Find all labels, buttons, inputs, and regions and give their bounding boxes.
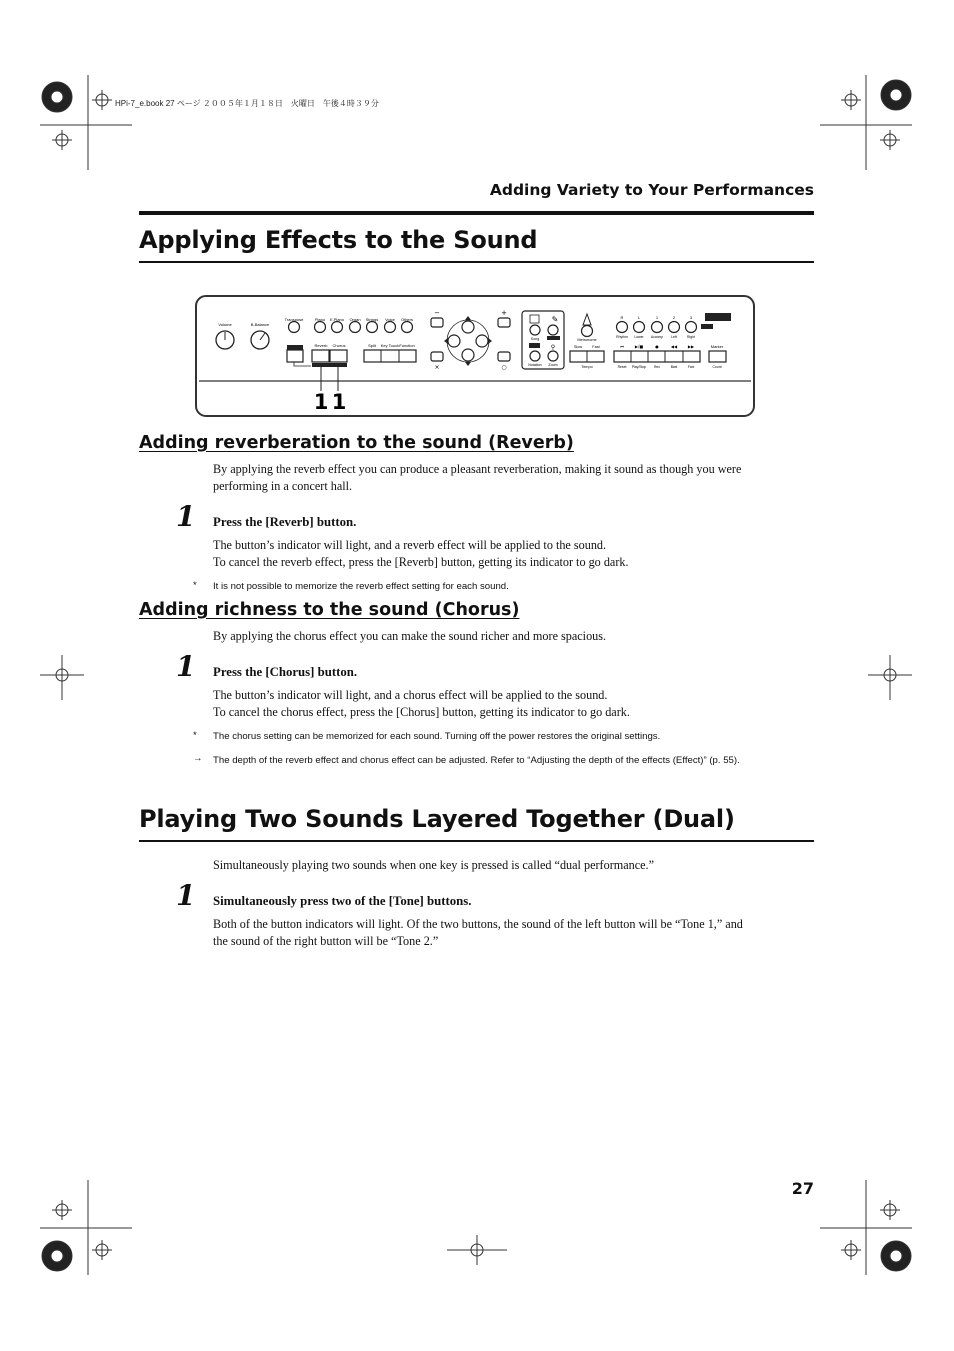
callout-reverb: 1 [313,390,329,414]
part-label-lower: Lower [634,335,644,339]
book-info-line: HPi-7_e.book 27 ページ ２００５年１月１８日 火曜日 午後４時３９分 [115,99,379,108]
reverb-note: It is not possible to memorize the reverb effect setting for each sound. [213,581,509,592]
reverb-step-number: 1 [176,500,196,533]
reverb-step-title: Press the [Reverb] button. [213,515,357,529]
dual-intro: Simultaneously playing two sounds when one key is pressed is called “dual performance.” [213,858,655,872]
part-label-rhythm: Rhythm [616,335,628,339]
function-label: Function [399,343,415,348]
reverb-heading: Adding reverberation to the sound (Reverb) [139,433,574,453]
chorus-button [330,350,347,362]
reverb-note-mark: * [193,580,197,591]
notation-icon [529,343,540,348]
chorus-note-mark: * [193,730,197,741]
marker-button [709,351,726,362]
song-icon [530,315,539,323]
song-label: Song [530,337,540,341]
section-title-effects: Applying Effects to the Sound [139,226,538,254]
track-label-2: 2 [672,315,676,320]
callout-chorus: 1 [331,390,347,414]
chorus-ref: The depth of the reverb effect and chorus effect can be adjusted. Refer to “Adjusting the depth of the effects (Effect)” (p. 55). [213,755,740,766]
dual-step-body: Both of the button indicators will light. Of the two buttons, the sound of the left button will be “Tone 1,” and the sound of the right button will be “Tone 2.” [213,917,743,948]
running-title: Adding Variety to Your Performances [489,181,814,199]
chorus-ref-mark: → [193,753,203,764]
reset-label: Reset [617,365,627,369]
reverb-step-body-1: The button’s indicator will light, and a reverb effect will be applied to the sound. [213,538,607,552]
dual-step-title: Simultaneously press two of the [Tone] buttons. [213,894,472,908]
slow-label: Slow [573,345,583,349]
metronome-label: Metronome [577,338,597,342]
tone-label-voice: Voice [385,317,395,322]
fwd-icon: ▶▶ [687,344,695,349]
bwd-icon: ◀◀ [670,344,678,349]
o-icon: ○ [501,364,507,371]
title-underline [139,261,814,263]
balance-label: B-Balance [250,322,270,327]
tone-button-strings [367,322,378,333]
dual-title-underline [139,840,814,842]
tempo-label: Tempo [581,365,593,369]
tone-button-epiano [332,322,343,333]
zoom-icon: ⚲ [550,344,556,351]
piano-panel-illustration [195,295,755,417]
split-label: Split [368,343,376,348]
zoom-label: Zoom [548,363,558,367]
play-stop-icon: ▶/■ [634,344,644,349]
part-label-right: Right [687,335,695,339]
pen-icon: ✎ [551,315,559,324]
reverb-label: Reverb [314,343,328,348]
brand-logo [705,313,731,321]
tone-button-piano [315,322,326,333]
tone-label-piano: Piano [314,317,326,322]
track-label-1: 1 [655,315,659,320]
count-label: Count [712,365,722,369]
tone-button-voice [385,322,396,333]
tone-button-organ [350,322,361,333]
balance-knob-icon [251,331,269,349]
chorus-step-number: 1 [176,650,196,683]
tone-label-organ: Organ [349,317,361,322]
chorus-heading: Adding richness to the sound (Chorus) [139,600,520,620]
transpose-label: Transpose [284,317,304,322]
part-label-accomp: Accomp [650,335,664,339]
key-touch-label: Key Touch [380,343,400,348]
minus-button [431,318,443,327]
o-button [498,352,510,361]
rec-icon: ● [655,344,659,349]
header-rule [139,211,814,215]
plus-icon: + [501,309,507,317]
x-button [431,352,443,361]
play-stop-label: Play/Stop [631,365,647,369]
fast-label: Fast [592,345,600,349]
minus-icon: − [434,309,440,317]
reverb-button [312,350,329,362]
chorus-intro: By applying the chorus effect you can make the sound richer and more spacious. [213,629,607,643]
part-label-left: Left [671,335,677,339]
notation-label: Notation [528,363,542,367]
track-label-r: R [620,315,624,320]
tone-label-others: Others [400,317,414,322]
volume-knob-icon [216,331,234,349]
tone-label-strings: Strings [365,317,379,322]
track-label-l: L [637,315,641,320]
page-number: 27 [791,1179,814,1198]
section-title-dual: Playing Two Sounds Layered Together (Dual) [139,805,735,833]
bwd-label: Bwd [670,365,678,369]
reset-icon: ⏮ [620,344,624,349]
tone-button-others [402,322,413,333]
plus-button [498,318,510,327]
tone-label-epiano: E.Piano [329,317,345,322]
fwd-label: Fwd [687,365,695,369]
chorus-label: Chorus [332,343,346,348]
rec-label: Rec [653,365,661,369]
track-label-3: 3 [689,315,693,320]
marker-label: Marker [710,344,724,349]
transpose-button [289,322,300,333]
reverb-intro: By applying the reverb effect you can produce a pleasant reverberation, making it sound as though you were performing in a concert hall. [213,462,742,493]
chorus-note: The chorus setting can be memorized for each sound. Turning off the power restores the original settings. [213,731,661,742]
x-icon: × [434,364,440,371]
chorus-step-title: Press the [Chorus] button. [213,665,358,679]
chorus-step-body-1: The button’s indicator will light, and a chorus effect will be applied to the sound. [213,688,608,702]
reverb-step-body-2: To cancel the reverb effect, press the [Reverb] button, getting its indicator to go dark. [213,555,629,569]
volume-label: Volume [218,322,232,327]
dual-step-number: 1 [176,879,196,912]
chorus-step-body-2: To cancel the chorus effect, press the [Chorus] button, getting its indicator to go dark. [213,705,630,719]
